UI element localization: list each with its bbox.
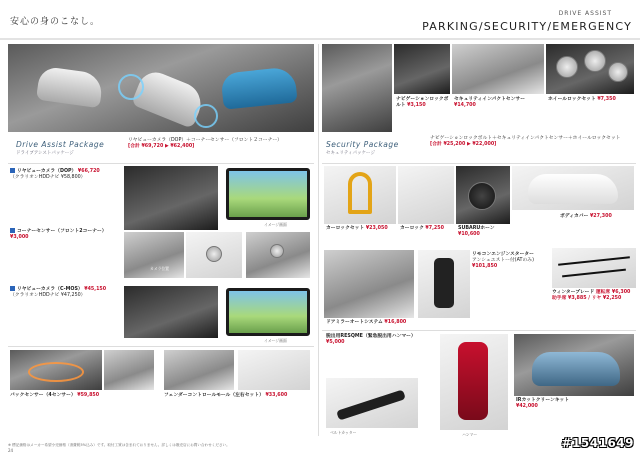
drive-assist-lead <box>128 138 314 150</box>
camera-position-label: カメラ位置 <box>150 266 169 271</box>
rear-camera-a-sub: （クラリオンHDDナビ ¥58,800） <box>10 175 86 181</box>
wheel-lock-icon <box>584 50 606 72</box>
sensor-wave-2 <box>194 104 218 128</box>
security-title: Security Package <box>326 140 399 149</box>
wheel-lock-title: ホイールロックセット <box>548 97 596 102</box>
corner-sensor-title: コーナーセンサー（フロント2コーナー） <box>17 229 107 234</box>
divider <box>322 163 636 164</box>
nav-lock-price: ¥3,150 <box>407 103 426 109</box>
wiper-block <box>552 290 636 302</box>
camera-position-photo <box>246 232 310 278</box>
wiper-title: ウィンターブレード <box>552 290 595 295</box>
corner-sensor-price: ¥3,000 <box>10 235 29 241</box>
ir-cut-price: ¥42,000 <box>516 404 538 410</box>
impact-sensor-photo <box>452 44 544 94</box>
remote-starter-title: リモコンエンジンスターター <box>472 252 534 257</box>
door-mirror-block <box>326 320 416 326</box>
wheel-lock-icon <box>608 62 628 82</box>
corner-sensor-closeup <box>186 232 242 278</box>
camera-icon <box>270 244 284 258</box>
navigation-screen-2 <box>226 288 310 336</box>
image-id-watermark: #1541649 <box>561 436 634 450</box>
section-title: PARKING/SECURITY/EMERGENCY <box>422 20 632 33</box>
body-cover-price: ¥27,300 <box>589 214 612 219</box>
parking-photo <box>8 44 314 132</box>
corner-sensor-block <box>10 228 122 241</box>
navigation-screen-1 <box>226 168 310 220</box>
back-sensor-title: バックセンサー（4センサー） <box>10 393 76 398</box>
rescue-price: ¥5,000 <box>326 340 345 346</box>
car-lock-b-price: ¥7,250 <box>425 226 444 231</box>
body-cover-photo <box>512 166 634 210</box>
car-lock-b-title: カーロック <box>400 226 424 231</box>
wiper-photo <box>552 248 636 288</box>
bullet-square <box>10 228 15 233</box>
horn-price: ¥10,600 <box>458 232 480 238</box>
page-heading-left: 安心の身のこなし。 <box>10 17 101 27</box>
rear-camera-b-price: ¥45,150 <box>84 287 107 292</box>
security-subtitle: セキュリティパッケージ <box>326 151 375 156</box>
car-lock-b-photo <box>398 166 454 224</box>
wheel-lock-price: ¥7,350 <box>597 97 616 102</box>
door-mirror-title: ドアミラーオートシステム <box>326 320 383 325</box>
wheel-lock-block <box>548 97 636 103</box>
rear-camera-b-sub: （クラリオンHDDナビ ¥47,250） <box>10 293 86 299</box>
divider <box>322 330 636 331</box>
car-lock-b-block <box>400 226 456 232</box>
divider <box>8 163 314 164</box>
impact-sensor-price: ¥14,700 <box>454 103 476 109</box>
car-lock-photo <box>324 166 396 224</box>
horn-block <box>458 226 512 238</box>
divider <box>8 346 314 347</box>
nav-lock-title: ナビゲーションロックボルト <box>396 97 449 109</box>
remote-starter-sub: アンシュエストー付(ATのみ) <box>472 258 534 264</box>
impact-sensor-title: セキュリティインパクトセンサー <box>454 97 525 102</box>
horn-icon <box>468 182 496 210</box>
door-mirror-price: ¥16,800 <box>384 320 407 325</box>
bullet-square <box>10 286 15 291</box>
section-kicker: DRIVE ASSIST <box>558 10 612 17</box>
rear-camera-b-block <box>10 286 122 299</box>
screen-label-1: イメージ画面 <box>264 222 287 227</box>
screen-label-2: イメージ画面 <box>264 338 287 343</box>
covered-car <box>528 174 618 204</box>
belt-cutter-label: ベルトカッター <box>330 430 357 435</box>
rear-camera-a-title: リヤビューカメラ（DOP） <box>17 169 77 174</box>
rear-camera-a-price: ¥66,720 <box>77 169 100 174</box>
body-cover-block <box>560 214 636 220</box>
wiper-blade-icon <box>558 256 630 266</box>
footer-note: ※ 標記価格はメーカー希望小売価格（消費税5%込み）です。取付工賃は含まれておりません。詳しくは販売店にお問い合わせください。 <box>8 443 230 447</box>
page-header <box>0 0 640 40</box>
body-cover-title: ボディカバー <box>560 214 589 219</box>
station-wagon <box>532 352 620 386</box>
drive-assist-title: Drive Assist Package <box>16 140 105 149</box>
nav-lock-block <box>396 97 452 109</box>
drive-assist-lead-caption: リヤビューカメラ（DOP）＋コーナーセンサー（フロント２コーナー） <box>128 138 282 143</box>
wiper-price-2: 助手席 ¥3,885 / リヤ ¥2,250 <box>552 296 622 302</box>
car-lock-price: ¥23,050 <box>365 226 388 231</box>
belt-cutter-photo <box>326 378 418 428</box>
parked-car-left <box>36 66 104 109</box>
car-lock-block <box>326 226 396 232</box>
hammer-label: ハンマー <box>462 432 478 437</box>
wiper-price: 運転席 ¥6,300 <box>595 290 631 295</box>
back-sensor-block <box>10 393 160 399</box>
back-sensor-photo <box>10 350 102 390</box>
header-rule <box>0 38 640 40</box>
drive-assist-lead-price: [合計 ¥69,720 ▶ ¥62,400] <box>128 144 195 150</box>
rear-camera-a-block <box>10 168 122 181</box>
fender-pole-photo <box>164 350 234 390</box>
security-package-price: [合計 ¥25,200 ▶ ¥22,000] <box>430 142 497 148</box>
sensor-wave-1 <box>118 74 144 100</box>
ir-cut-block <box>516 398 634 410</box>
drive-assist-subtitle: ドライブアシストパッケージ <box>16 151 74 156</box>
back-sensor-indicator <box>104 350 154 390</box>
back-sensor-wave <box>28 362 84 382</box>
remote-icon <box>434 258 454 308</box>
horn-title: SUBARUホーン <box>458 226 495 231</box>
ir-cut-car-photo <box>514 334 634 396</box>
page-number: 24 <box>8 448 14 453</box>
impact-sensor-block <box>454 97 546 109</box>
remote-starter-price: ¥101,850 <box>472 264 498 270</box>
wheel-lock-photo <box>546 44 634 94</box>
lock-shackle-icon <box>348 172 372 214</box>
rescue-title: 脱出用RESQME（緊急脱出用ハンマー） <box>326 334 416 339</box>
rescue-hammer-photo <box>440 334 508 430</box>
back-sensor-price: ¥59,850 <box>77 393 100 398</box>
nav-lock-photo <box>394 44 450 94</box>
remote-starter-photo <box>418 250 470 318</box>
belt-cutter-icon <box>336 389 406 420</box>
wheel-lock-icon <box>556 56 578 78</box>
ir-cut-title: IRカットクリーンキット <box>516 398 570 403</box>
rear-camera-b-photo <box>124 286 218 338</box>
bullet-square <box>10 168 15 173</box>
rear-camera-car-photo <box>124 166 218 230</box>
security-car-photo <box>322 44 392 132</box>
fender-pole-title: フェンダーコントロールモール（左右セット） <box>164 393 264 398</box>
fender-pole-closeup <box>238 350 310 390</box>
security-package-block <box>430 136 636 148</box>
rear-camera-b-title: リヤビューカメラ（C-MOS） <box>17 287 83 292</box>
fender-pole-price: ¥33,600 <box>265 393 288 398</box>
car-lock-title: カーロックセット <box>326 226 365 231</box>
remote-starter-block <box>472 252 548 271</box>
door-mirror-photo <box>324 250 414 318</box>
parked-car-right <box>220 66 297 110</box>
horn-photo <box>456 166 510 224</box>
sensor-icon <box>206 246 222 262</box>
hammer-icon <box>458 342 488 420</box>
security-package-caption: ナビゲーションロックボルト＋セキュリティインパクトセンサー＋ホイールロックセット <box>430 136 621 141</box>
fender-pole-block <box>164 393 314 399</box>
center-divider <box>318 44 319 436</box>
wiper-blade-icon <box>562 269 626 278</box>
